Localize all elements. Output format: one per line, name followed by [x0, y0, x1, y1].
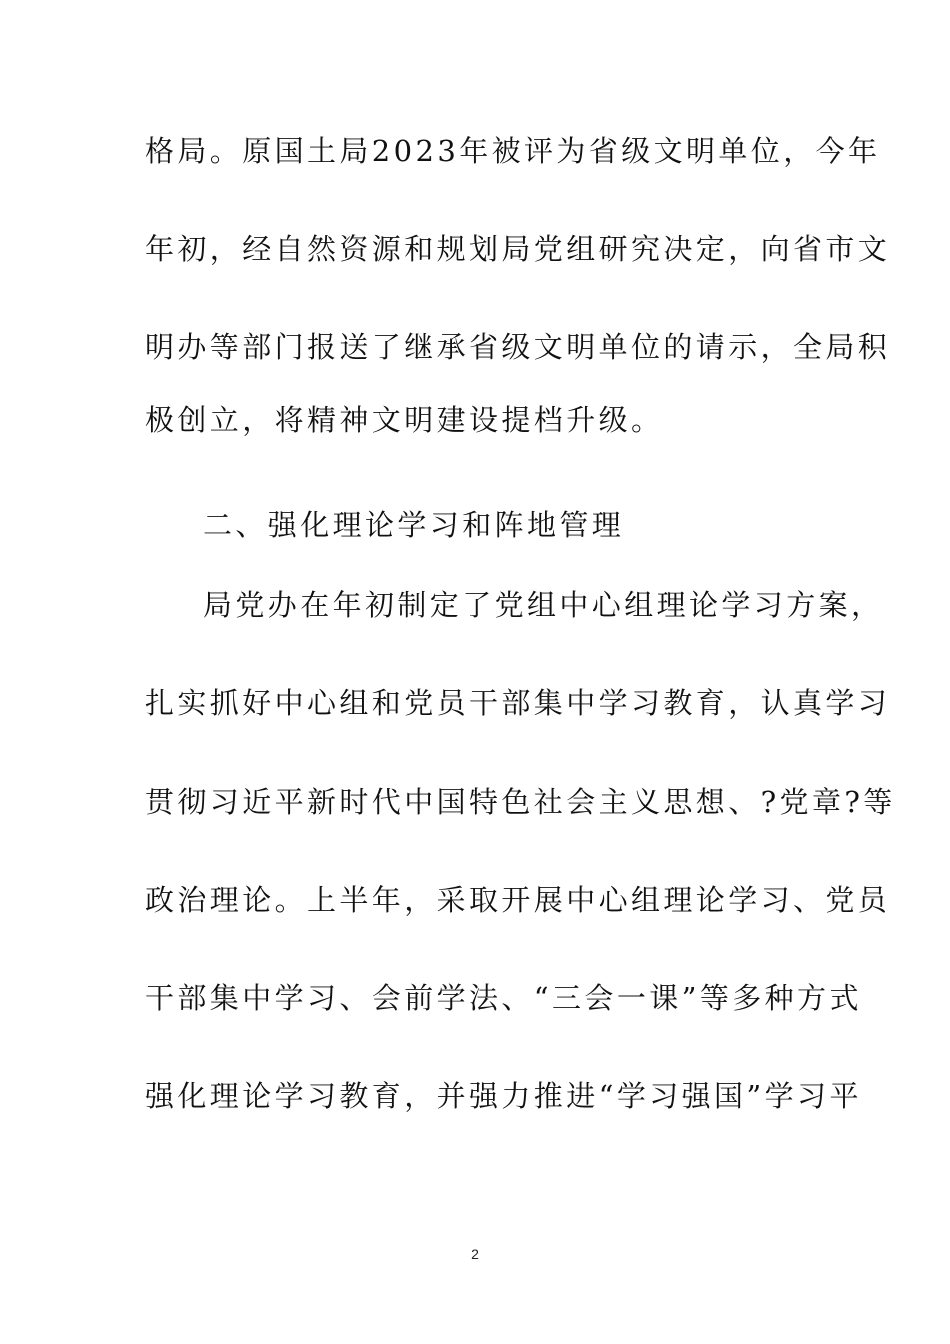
paragraph-line: 局党办在年初制定了党组中心组理论学习方案， [203, 588, 884, 622]
paragraph-line: 干部集中学习、会前学法、“三会一课”等多种方式 [145, 981, 862, 1015]
paragraph-line: 贯彻习近平新时代中国特色社会主义思想、?党章?等 [145, 785, 896, 819]
section-heading: 二、强化理论学习和阵地管理 [203, 508, 625, 542]
paragraph-line: 极创立，将精神文明建设提档升级。 [145, 403, 664, 437]
paragraph-line: 明办等部门报送了继承省级文明单位的请示，全局积 [145, 330, 891, 364]
paragraph-line: 格局。原国土局2023年被评为省级文明单位，今年 [145, 134, 881, 168]
paragraph-line: 年初，经自然资源和规划局党组研究决定，向省市文 [145, 232, 891, 266]
paragraph-line: 扎实抓好中心组和党员干部集中学习教育，认真学习 [145, 686, 891, 720]
paragraph-line: 强化理论学习教育，并强力推进“学习强国”学习平 [145, 1079, 862, 1113]
paragraph-line: 政治理论。上半年，采取开展中心组理论学习、党员 [145, 883, 891, 917]
page-number: 2 [471, 1246, 479, 1262]
